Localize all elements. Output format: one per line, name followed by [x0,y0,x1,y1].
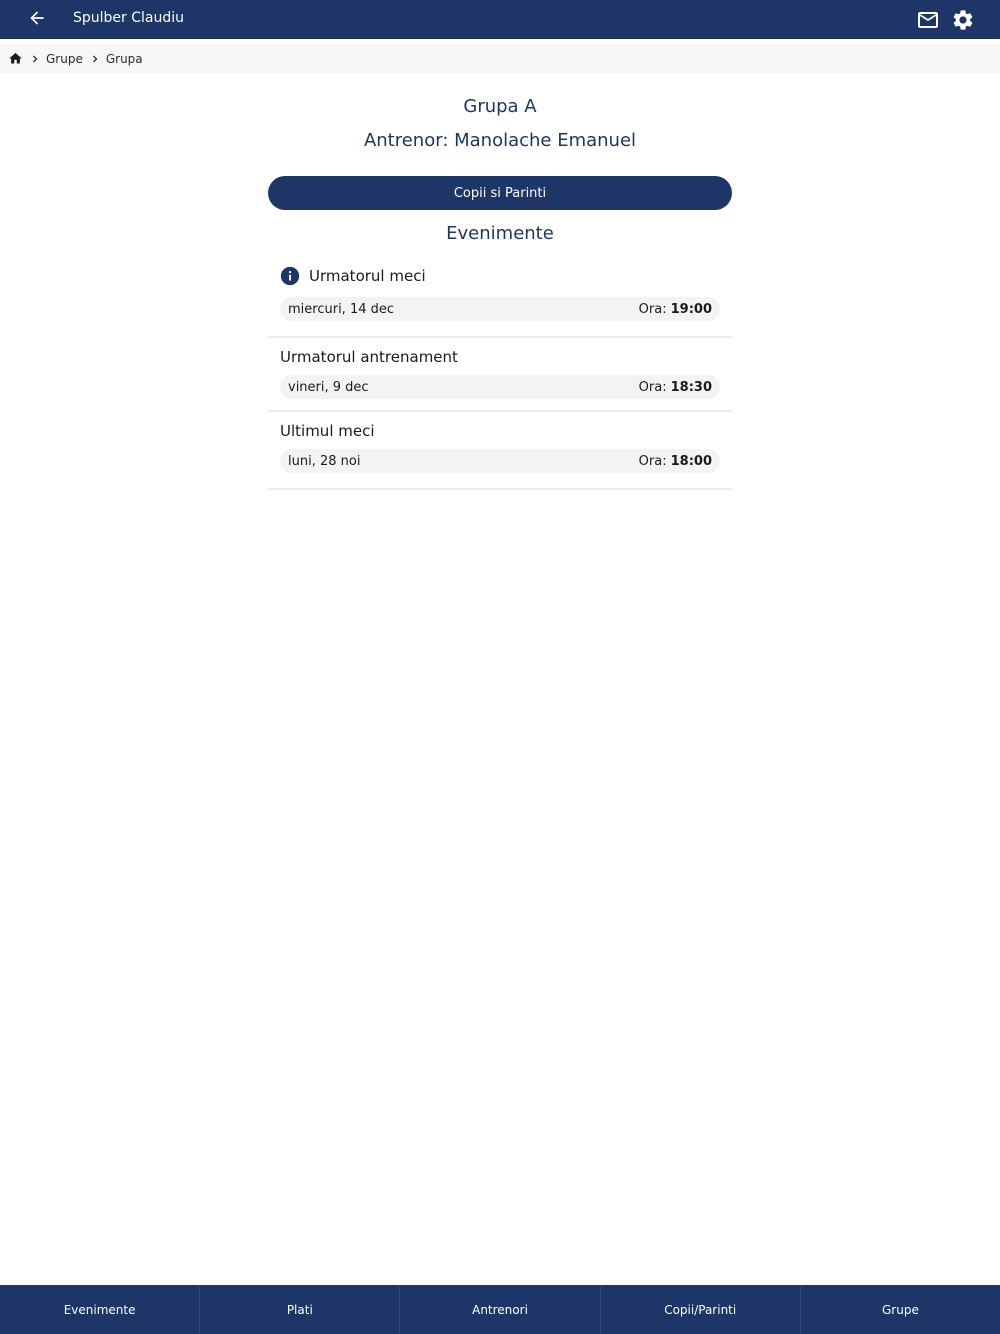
event-label: Urmatorul meci [309,267,426,285]
mail-button[interactable] [916,8,940,32]
coach-name: Antrenor: Manolache Emanuel [363,130,637,151]
event-label: Ultimul meci [280,422,375,440]
nav-item-grupe[interactable]: Grupe [881,1302,919,1317]
event-card[interactable] [268,338,732,412]
mail-icon [916,17,940,36]
event-time-group [639,380,712,395]
event-time: 19:00 [670,301,712,317]
time-label: Ora: [638,301,667,317]
time-label: Ora: [638,453,667,469]
home-icon[interactable] [8,51,23,66]
bottom-navigation [0,1285,1000,1334]
event-details [280,375,720,399]
event-time: 18:30 [670,379,712,395]
gear-icon [951,17,975,36]
event-time: 18:00 [670,453,712,469]
info-icon [280,266,300,286]
event-details [280,449,720,473]
breadcrumb [0,44,1000,73]
top-app-bar [0,0,1000,39]
chevron-right-icon [88,52,102,66]
event-card[interactable] [268,256,732,338]
event-heading [280,422,375,440]
time-label: Ora: [638,379,667,395]
event-card[interactable] [268,412,732,490]
settings-button[interactable] [951,8,975,32]
chevron-right-icon [28,52,42,66]
app-title: Spulber Claudiu [73,10,185,26]
event-details [280,297,720,321]
event-date: luni, 28 noi [288,453,361,469]
event-time-group [639,302,712,317]
event-label: Urmatorul antrenament [280,348,458,366]
event-date: vineri, 9 dec [288,379,369,395]
back-button[interactable] [24,7,50,33]
nav-item-copii-parinti[interactable]: Copii/Parinti [601,1285,801,1334]
children-parents-button[interactable]: Copii si Parinti [268,176,732,210]
arrow-left-icon [27,8,47,32]
event-heading [280,266,426,286]
event-heading [280,348,458,366]
nav-item-evenimente[interactable]: Evenimente [0,1285,200,1334]
nav-item-plati[interactable]: Plati [200,1285,400,1334]
nav-item-antrenori[interactable]: Antrenori [400,1285,600,1334]
group-name: Grupa A [463,96,537,117]
breadcrumb-item-grupe[interactable]: Grupe [46,51,83,66]
breadcrumb-item-grupa: Grupa [105,51,143,66]
event-time-group [639,454,712,469]
event-date: miercuri, 14 dec [288,301,395,317]
events-heading: Evenimente [446,223,554,244]
